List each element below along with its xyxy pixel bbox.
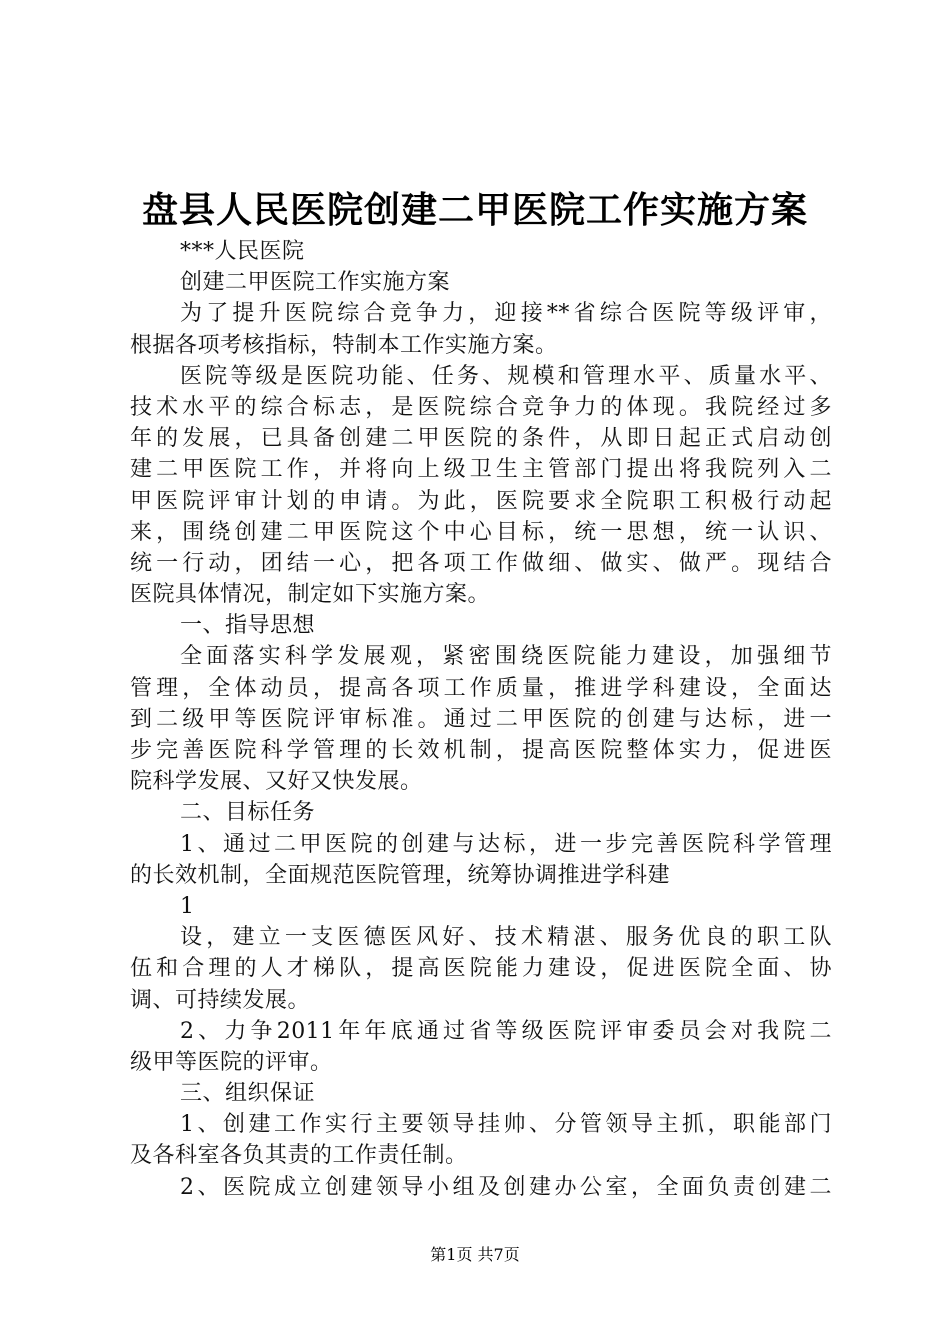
text-line: 医院等级是医院功能、任务、规模和管理水平、质量水平、 [180,363,832,389]
text-line: 设，建立一支医德医风好、技术精湛、服务优良的职工队 [180,925,832,951]
text-line: 来，围绕创建二甲医院这个中心目标，统一思想，统一认识、 [130,519,832,545]
text-line: 一、指导思想 [180,613,316,639]
text-line: 创建二甲医院工作实施方案 [180,270,451,296]
text-line: 建二甲医院工作，并将向上级卫生主管部门提出将我院列入二 [130,457,832,483]
text-line: 2、医院成立创建领导小组及创建办公室，全面负责创建二 [180,1174,832,1200]
text-line: 及各科室各负其责的工作责任制。 [130,1143,468,1169]
text-line: 根据各项考核指标，特制本工作实施方案。 [130,332,558,358]
text-line: 院科学发展、又好又快发展。 [130,769,423,795]
text-line: 年的发展，已具备创建二甲医院的条件，从即日起正式启动创 [130,426,832,452]
text-line: 到二级甲等医院评审标准。通过二甲医院的创建与达标，进一 [130,706,832,732]
text-line: 二、目标任务 [180,800,316,826]
text-line: ***人民医院 [180,239,305,264]
text-line: 2、力争2011年年底通过省等级医院评审委员会对我院二 [180,1018,832,1044]
document-body [130,236,832,1203]
text-line: 1 [180,893,195,919]
text-line: 全面落实科学发展观，紧密围绕医院能力建设，加强细节 [180,644,832,670]
text-line: 伍和合理的人才梯队，提高医院能力建设，促进医院全面、协 [130,956,832,982]
text-line: 的长效机制，全面规范医院管理，统筹协调推进学科建 [130,862,671,888]
text-line: 甲医院评审计划的申请。为此，医院要求全院职工积极行动起 [130,488,832,514]
text-line: 三、组织保证 [180,1081,316,1107]
text-line: 管理，全体动员，提高各项工作质量，推进学科建设，全面达 [130,675,832,701]
text-line: 级甲等医院的评审。 [130,1049,333,1075]
text-line: 调、可持续发展。 [130,987,311,1013]
text-line: 医院具体情况，制定如下实施方案。 [130,582,491,608]
text-line: 为了提升医院综合竞争力，迎接**省综合医院等级评审， [180,301,832,327]
page-footer: 第1页 共7页 [430,1245,520,1264]
text-line: 统一行动，团结一心，把各项工作做细、做实、做严。现结合 [130,550,832,576]
text-line: 1、通过二甲医院的创建与达标，进一步完善医院科学管理 [180,831,832,857]
document-title: 盘县人民医院创建二甲医院工作实施方案 [141,189,808,231]
text-line: 技术水平的综合标志，是医院综合竞争力的体现。我院经过多 [130,394,832,420]
text-line: 步完善医院科学管理的长效机制，提高医院整体实力，促进医 [130,738,832,763]
text-line: 1、创建工作实行主要领导挂帅、分管领导主抓，职能部门 [180,1112,832,1138]
